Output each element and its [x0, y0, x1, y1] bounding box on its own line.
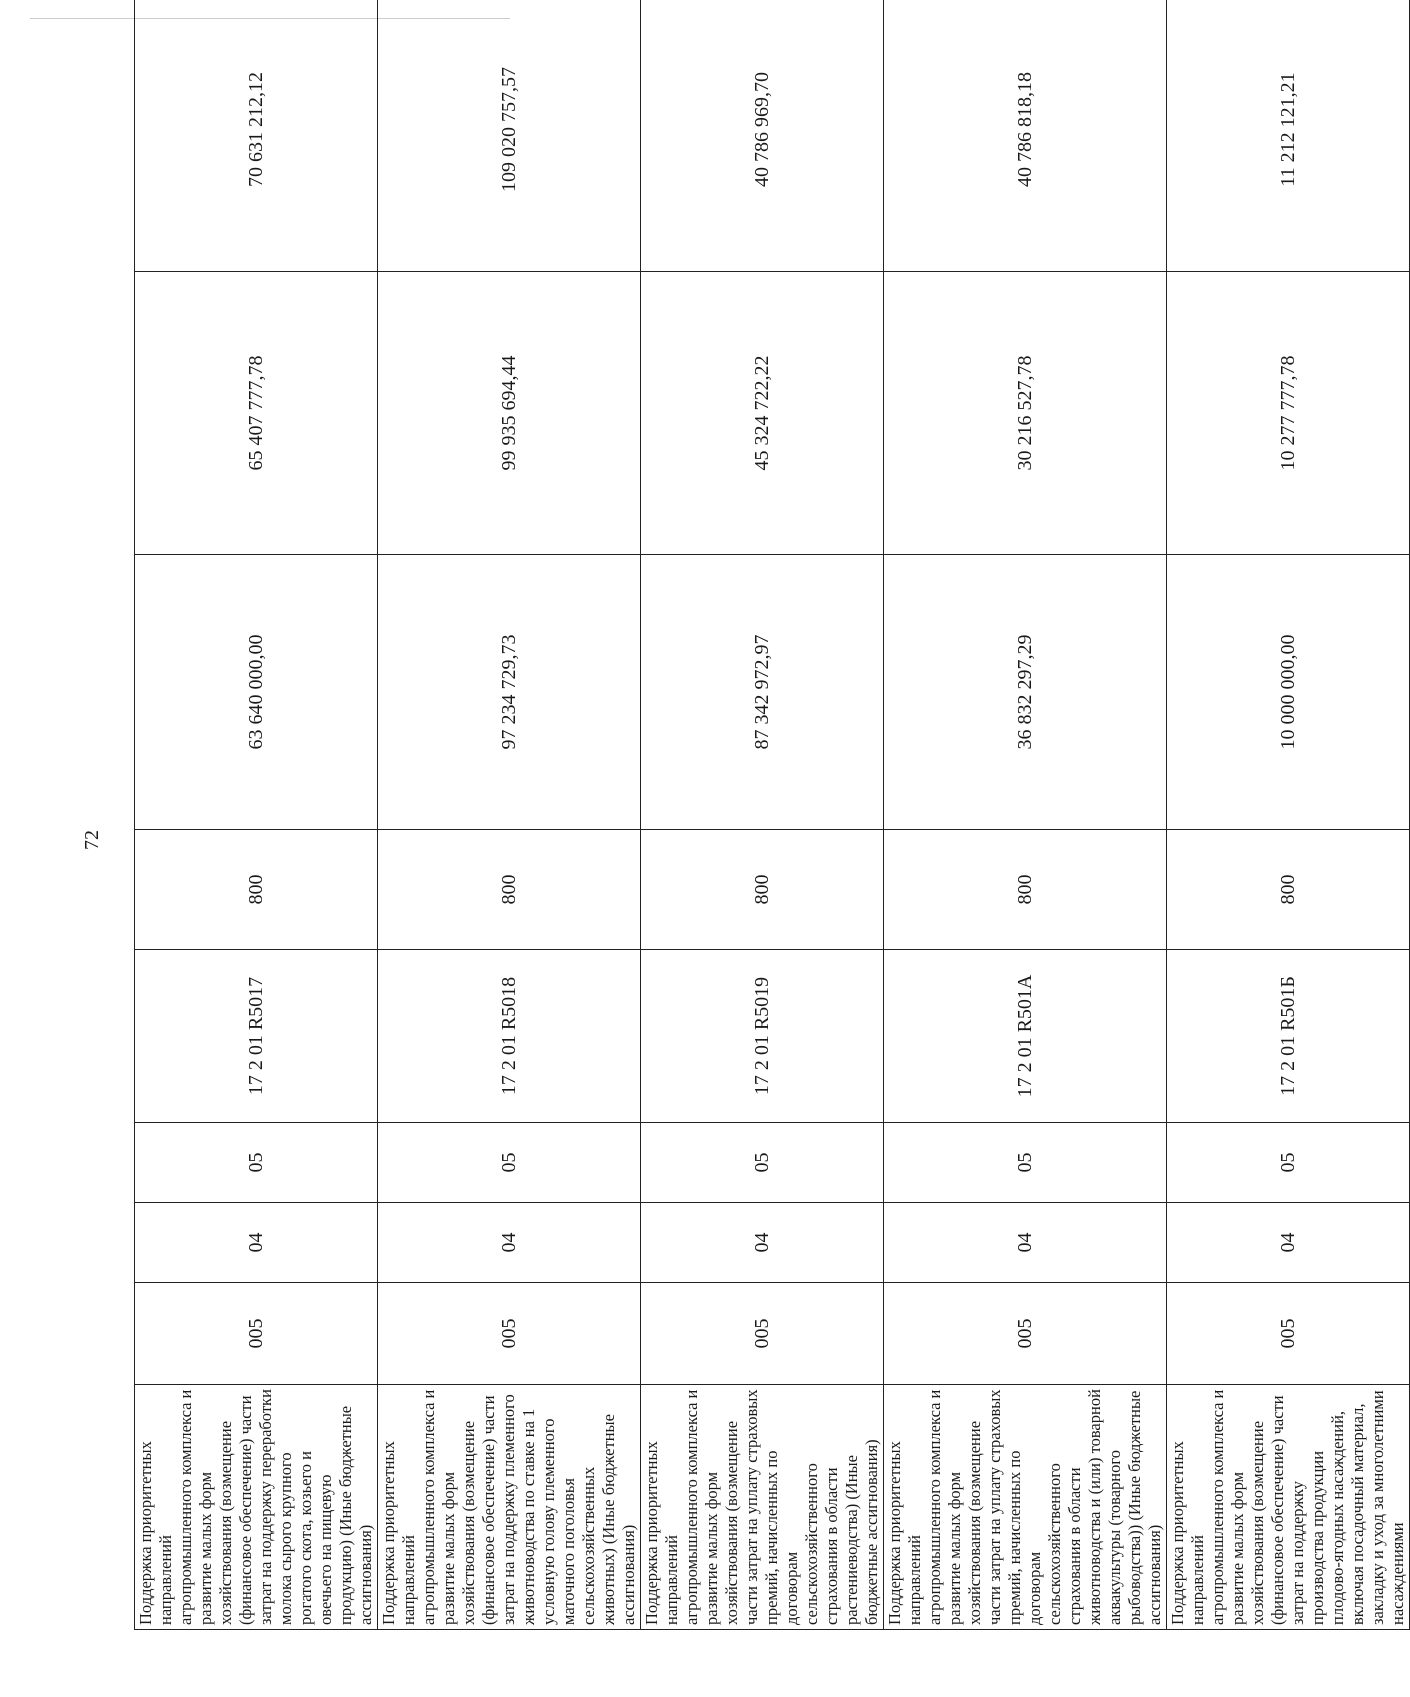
target-article-code: 17 2 01 R5017	[135, 950, 378, 1123]
sum-year-3: 109 020 757,57	[378, 0, 641, 272]
table-row	[378, 0, 641, 1630]
table-row	[135, 0, 378, 1630]
row-description: Поддержка приоритетных направлений агропромышленного комплекса и развитие малых форм хозяйствования (возмещение части затрат на уплату страховых премий, начисленных по договорам сельскохозяйственного страхования в области растениеводства) (Иные бюджетные ассигнования)	[641, 1385, 884, 1630]
target-article-code: 17 2 01 R5018	[378, 950, 641, 1123]
target-article-code: 17 2 01 R501Б	[1167, 950, 1410, 1123]
section-code: 04	[641, 1203, 884, 1283]
expense-type-code: 800	[884, 830, 1167, 950]
table-row	[641, 0, 884, 1630]
sum-year-2: 65 407 777,78	[135, 272, 378, 555]
sum-year-1: 10 000 000,00	[1167, 555, 1410, 830]
table-row	[884, 0, 1167, 1630]
ministry-code: 005	[641, 1283, 884, 1385]
sum-year-2: 30 216 527,78	[884, 272, 1167, 555]
sum-year-2: 10 277 777,78	[1167, 272, 1410, 555]
sum-year-3: 40 786 818,18	[884, 0, 1167, 272]
sum-year-1: 36 832 297,29	[884, 555, 1167, 830]
sum-year-1: 63 640 000,00	[135, 555, 378, 830]
page-number: 72	[81, 830, 103, 850]
section-code: 04	[135, 1203, 378, 1283]
section-code: 04	[884, 1203, 1167, 1283]
sum-year-2: 45 324 722,22	[641, 272, 884, 555]
target-article-code: 17 2 01 R501A	[884, 950, 1167, 1123]
row-description: Поддержка приоритетных направлений агропромышленного комплекса и развитие малых форм хозяйствования (возмещение части затрат на уплату страховых премий, начисленных по договорам сельскохозяйственного страхования в области животноводства и (или) товарной аквакультуры (товарного рыбоводства)) (Иные бюджетные ассигнования)	[884, 1385, 1167, 1630]
rotated-table-wrapper	[134, 67, 1407, 1630]
expense-type-code: 800	[378, 830, 641, 950]
table-row	[1167, 0, 1410, 1630]
row-description: Поддержка приоритетных направлений агропромышленного комплекса и развитие малых форм хозяйствования (возмещение (финансовое обеспечение) части затрат на поддержку переработки молока сырого крупного рогатого скота, козьего и овечьего на пищевую продукцию) (Иные бюджетные ассигнования)	[135, 1385, 378, 1630]
subsection-code: 05	[135, 1123, 378, 1203]
subsection-code: 05	[641, 1123, 884, 1203]
sum-year-1: 97 234 729,73	[378, 555, 641, 830]
section-code: 04	[378, 1203, 641, 1283]
subsection-code: 05	[1167, 1123, 1410, 1203]
ministry-code: 005	[884, 1283, 1167, 1385]
sum-year-3: 40 786 969,70	[641, 0, 884, 272]
expense-type-code: 800	[1167, 830, 1410, 950]
sum-year-1: 87 342 972,97	[641, 555, 884, 830]
row-description: Поддержка приоритетных направлений агропромышленного комплекса и развитие малых форм хозяйствования (возмещение (финансовое обеспечение) части затрат на поддержку производства продукции плодово-ягодных насаждений, включая посадочный материал, закладку и уход за многолетними насаждениями	[1167, 1385, 1410, 1630]
sum-year-2: 99 935 694,44	[378, 272, 641, 555]
sum-year-3: 70 631 212,12	[135, 0, 378, 272]
budget-table	[134, 0, 1410, 1630]
ministry-code: 005	[1167, 1283, 1410, 1385]
row-description: Поддержка приоритетных направлений агропромышленного комплекса и развитие малых форм хозяйствования (возмещение (финансовое обеспечение) части затрат на поддержку племенного животноводства по ставке на 1 условную голову племенного маточного поголовья сельскохозяйственных животных) (Иные бюджетные ассигнования)	[378, 1385, 641, 1630]
subsection-code: 05	[378, 1123, 641, 1203]
target-article-code: 17 2 01 R5019	[641, 950, 884, 1123]
ministry-code: 005	[378, 1283, 641, 1385]
sum-year-3: 11 212 121,21	[1167, 0, 1410, 272]
ministry-code: 005	[135, 1283, 378, 1385]
expense-type-code: 800	[135, 830, 378, 950]
subsection-code: 05	[884, 1123, 1167, 1203]
section-code: 04	[1167, 1203, 1410, 1283]
expense-type-code: 800	[641, 830, 884, 950]
